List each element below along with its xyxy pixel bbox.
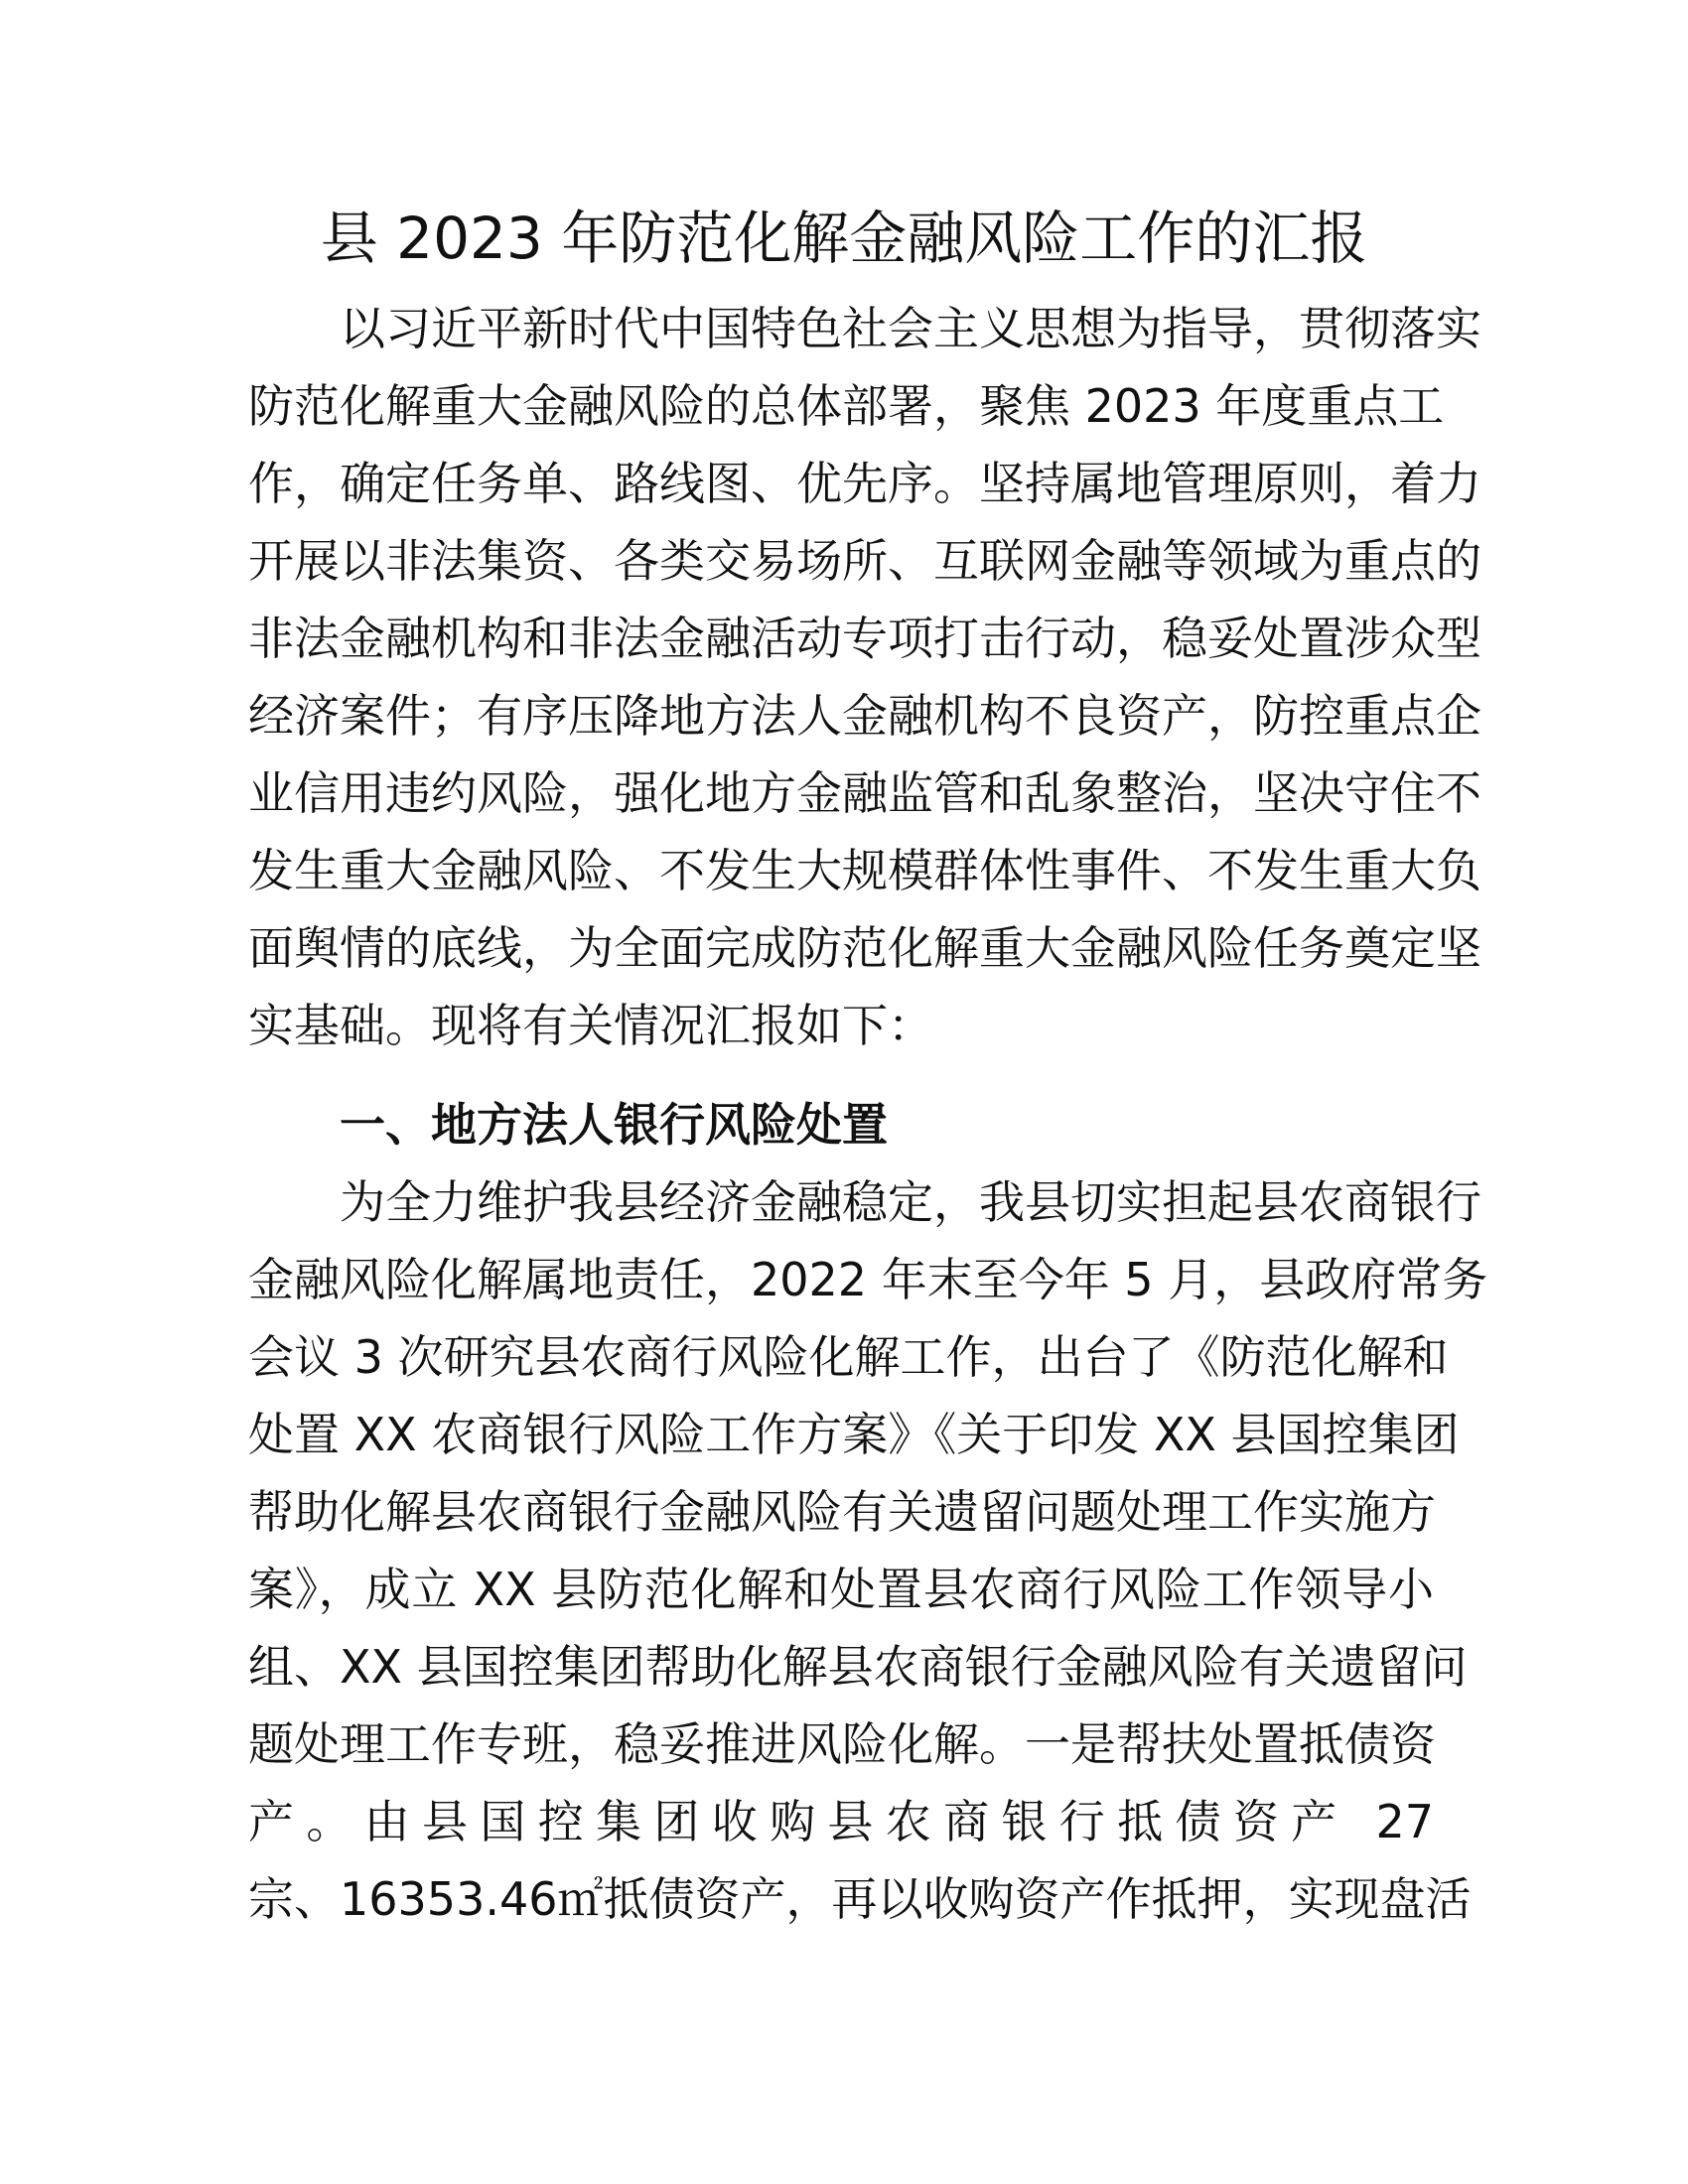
paragraph-line: 非法金融机构和非法金融活动专项打击行动，稳妥处置涉众型 [248,612,1481,665]
paragraph-line: 发生重大金融风险、不发生大规模群体性事件、不发生重大负 [248,844,1481,897]
paragraph-line: 面舆情的底线，为全面完成防范化解重大金融风险任务奠定坚 [248,921,1481,975]
intro-paragraph [248,290,1481,1064]
paragraph-line: 业信用违约风险，强化地方金融监管和乱象整治，坚决守住不 [248,766,1481,820]
paragraph-line: 实基础。现将有关情况汇报如下： [248,999,933,1052]
paragraph-line: 组、XX 县国控集团帮助化解县农商银行金融风险有关遗留问 [248,1640,1468,1694]
paragraph-line: 金融风险化解属地责任，2022 年末至今年 5 月，县政府常务 [248,1253,1488,1306]
paragraph-line: 作，确定任务单、路线图、优先序。坚持属地管理原则，着力 [248,457,1481,510]
paragraph-line: 案》，成立 XX 县防范化解和处置县农商行风险工作领导小 [248,1563,1434,1616]
paragraph-line: 会议 3 次研究县农商行风险化解工作，出台了《防范化解和 [248,1330,1449,1384]
section-heading: 一、地方法人银行风险处置 [340,1098,888,1152]
paragraph-line: 防范化解重大金融风险的总体部署，聚焦 2023 年度重点工 [248,379,1445,433]
paragraph-line: 产。由县国控集团收购县农商银行抵债资产 27 [248,1795,1434,1848]
paragraph-line: 处置 XX 农商银行风险工作方案》《关于印发 XX 县国控集团 [248,1408,1460,1461]
paragraph-line: 开展以非法集资、各类交易场所、互联网金融等领域为重点的 [248,534,1481,588]
paragraph-line: 题处理工作专班，稳妥推进风险化解。一是帮扶处置抵债资 [248,1717,1436,1771]
paragraph-line: 经济案件；有序压降地方法人金融机构不良资产，防控重点企 [248,689,1481,743]
paragraph-line: 帮助化解县农商银行金融风险有关遗留问题处理工作实施方 [248,1485,1436,1539]
section1-paragraph [248,1163,1488,1938]
paragraph-line: 宗、16353.46㎡抵债资产，再以收购资产作抵押，实现盘活 [248,1872,1472,1926]
paragraph-line: 为全力维护我县经济金融稳定，我县切实担起县农商银行 [340,1175,1481,1229]
paragraph-line: 以习近平新时代中国特色社会主义思想为指导，贯彻落实 [340,302,1481,355]
page-title: 县 2023 年防范化解金融风险工作的汇报 [320,205,1368,272]
